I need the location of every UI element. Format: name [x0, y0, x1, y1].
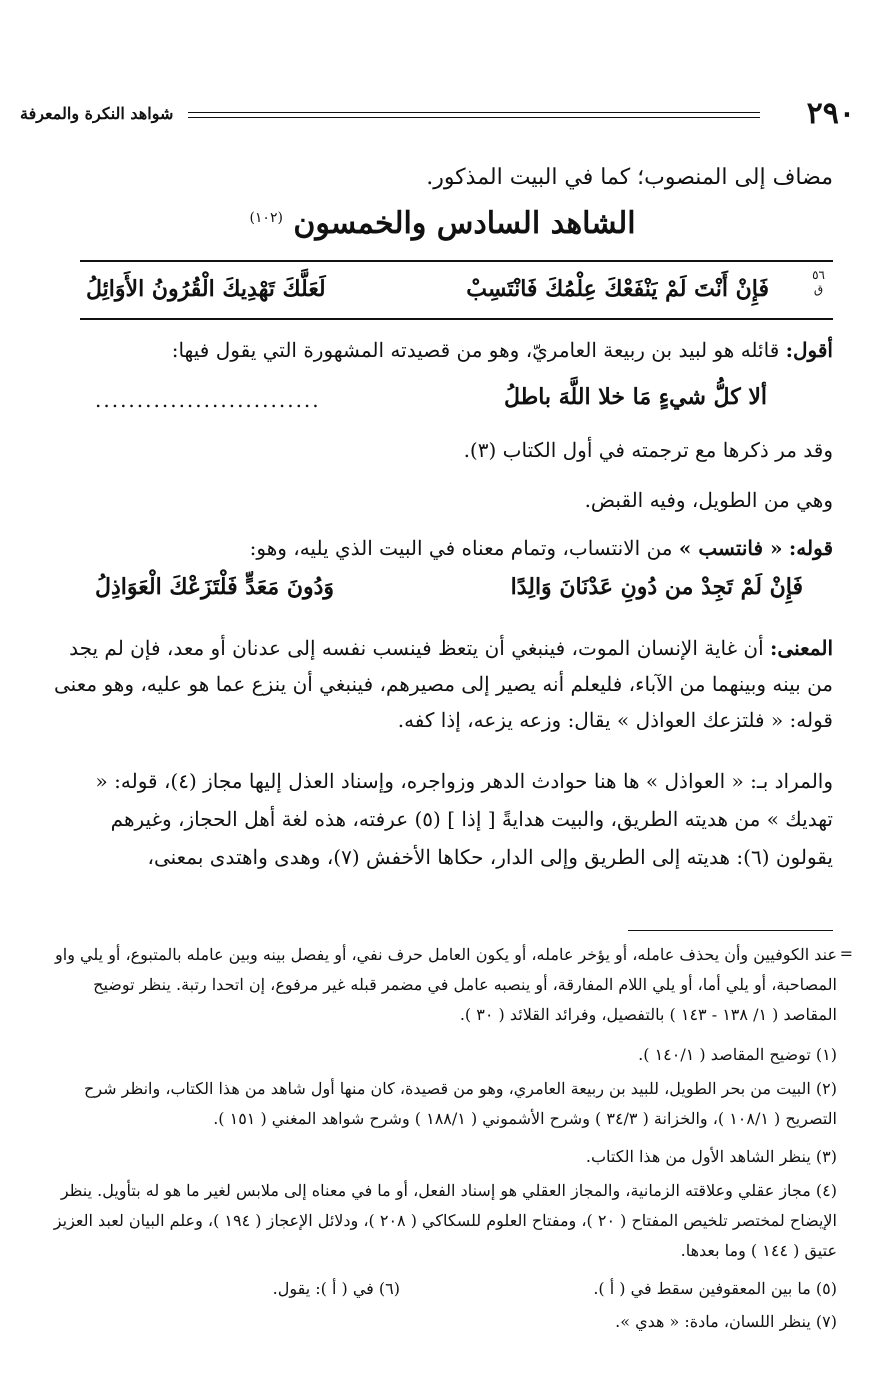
footnote-1: (١) توضيح المقاصد ( ١٤٠/١ ).: [638, 1045, 837, 1064]
verse2-hemistich-1: فَإِنْ لَمْ تَجِدْ من دُونِ عَدْنَانَ وَالِدًا: [510, 574, 803, 600]
p5-text: أن غاية الإنسان الموت، فينبغي أن يتعظ فينسب نفسه إلى عدنان أو معد، فإن لم يجد من بينه وبينهما من الآباء، فليعلم أنه يصير إلى مصيرهم، فينبغي أن ينزع عما هو عليه، وهو معنى قوله: « فلتزعك العواذل » يقال: وزعه يزعه، إذا كفه.: [54, 636, 833, 732]
footnote-continued: عند الكوفيين وأن يحذف عامله، أو يؤخر عامله، أو يكون العامل حرف نفي، أو يفصل بينه وبين عامله بالمتبوع، أو يلي واو المصاحبة، أو يلي أما، أو يلي اللام المفارقة، أو ينصبه عامل في مضمر قبله غير مرفوع، إن اتحدا رتبة. ينظر توضيح المقاصد ( ١/ ١٣٨ - ١٤٣ ) بالتفصيل، وفرائد القلائد ( ٣٠ ).: [55, 945, 837, 1024]
p1-label: أقول:: [785, 338, 833, 362]
verse-hemistich-2: لَعَلَّكَ تَهْدِيكَ الْقُرُونُ الأَوَائِلُ: [86, 276, 326, 302]
p5-label: المعنى:: [770, 636, 833, 660]
paragraph-2: وقد مر ذكرها مع ترجمته في أول الكتاب (٣).: [463, 438, 833, 462]
verse2-hemistich-2: وَدُونَ مَعَدٍّ فَلْتَزَعْكَ الْعَوَاذِلُ: [95, 574, 335, 600]
ellipsis-dots: ...........................: [95, 388, 321, 412]
paragraph-1: [48, 334, 833, 366]
paragraph-4: [48, 532, 833, 564]
poem-title-text: الشاهد السادس والخمسون: [293, 206, 636, 241]
verse-hemistich-1: فَإِنْ أَنْتَ لَمْ يَنْفَعْكَ عِلْمُكَ فَانْتَسِبْ: [466, 276, 769, 302]
p4-quote: « فانتسب »: [678, 536, 783, 560]
verse-number-suffix: ق: [813, 282, 824, 296]
verse-number: [812, 268, 825, 296]
quoted-hemistich: ألا كلُّ شيءٍ مَا خلا اللَّهَ باطلُ: [504, 384, 767, 410]
paragraph-6: والمراد بـ: « العواذل » ها هنا حوادث الدهر وزواجره، وإسناد العذل إليها مجاز (٤)، قوله: « تهديك » من هديته الطريق، والبيت هدايةً [ إذا ] (٥) عرفته، هذه لغة أهل الحجاز، وغيرهم يقولون (٦): هديته إلى الطريق وإلى الدار، حكاها الأخفش (٧)، وهدى واهتدى بمعنى،: [95, 769, 833, 869]
poem-title: [0, 206, 885, 241]
header-rule: [188, 112, 760, 118]
intro-line: مضاف إلى المنصوب؛ كما في البيت المذكور.: [426, 165, 833, 190]
footnote-rule: [628, 930, 833, 931]
footnote-4: (٤) مجاز عقلي وعلاقته الزمانية، والمجاز العقلي هو إسناد الفعل، أو ما في معناه إلى ملابس لغير ما هو له بتأويل. ينظر الإيضاح لمختصر تلخيص المفتاح ( ٢٠ )، ومفتاح العلوم للسكاكي ( ٢٠٨ )، ودلائل الإعجاز ( ١٩٤ )، وعلم البيان لعبد العزيز عتيق ( ١٤٤ ) وما بعدها.: [53, 1181, 837, 1260]
paragraph-3: وهي من الطويل، وفيه القبض.: [584, 488, 833, 512]
p4-label: قوله:: [788, 536, 833, 560]
footnote-3: (٣) ينظر الشاهد الأول من هذا الكتاب.: [585, 1147, 837, 1166]
verse-number-value: ٥٦: [812, 268, 825, 282]
footnote-continuation-marker: =: [839, 944, 853, 963]
footnote-6: (٦) في ( أ ): يقول.: [272, 1279, 400, 1298]
footnote-2: (٢) البيت من بحر الطويل، للبيد بن ربيعة العامري، وهو من قصيدة، كان منها أول شاهد من هذا الكتاب، وانظر شرح التصريح ( ١٠٨/١ )، والخزانة ( ٣٤/٣ ) وشرح الأشموني ( ١٨٨/١ ) وشرح شواهد المغني ( ١٥١ ).: [84, 1079, 837, 1128]
p1-text: قائله هو لبيد بن ربيعة العامريّ، وهو من قصيدته المشهورة التي يقول فيها:: [171, 338, 786, 362]
p4-text: من الانتساب، وتمام معناه في البيت الذي يليه، وهو:: [249, 536, 679, 560]
poem-title-note: (١٠٢): [249, 210, 283, 226]
running-title: شواهد النكرة والمعرفة: [20, 104, 174, 123]
footnote-5: (٥) ما بين المعقوفين سقط في ( أ ).: [593, 1279, 837, 1298]
page-number: ٢٩٠: [806, 96, 855, 131]
page-header: [20, 96, 855, 132]
paragraph-5: [48, 630, 833, 738]
footnote-7: (٧) ينظر اللسان، مادة: « هدي ».: [615, 1312, 837, 1331]
verse-box: [80, 260, 833, 320]
